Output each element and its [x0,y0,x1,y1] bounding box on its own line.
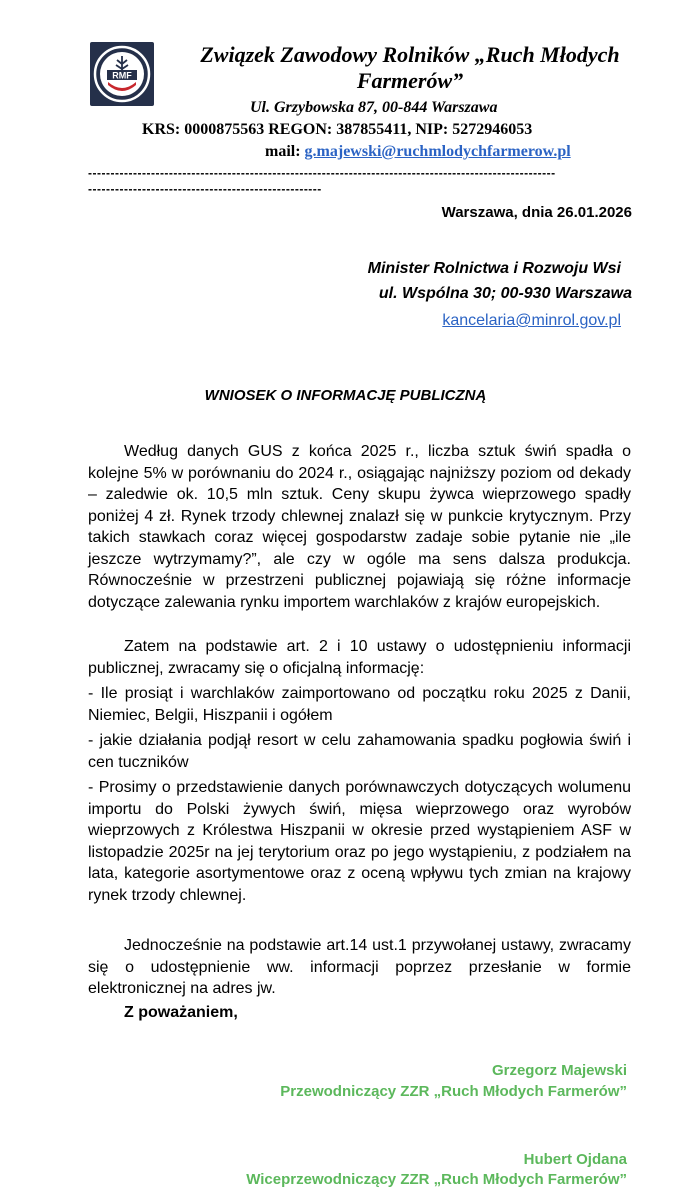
request-item: - Prosimy o przedstawienie danych porównawczych dotyczących wolumenu importu do Polski żywych świń, mięsa wieprzowego oraz wyrobów wieprzowych z Królestwa Hiszpanii w okresie przed wystąpieniem ASF w listopadzie 2025r na jej terytorium oraz po jego wystąpieniu, z podziałem na lata, kategorie asortymentowe oraz z oceną wpływu tych zmian na krajowy rynek trzody chlewnej. [88,779,631,904]
organization-address: Ul. Grzybowska 87, 00-844 Warszawa [250,99,498,116]
closing-salutation: Z poważaniem, [124,1004,238,1021]
recipient-name: Minister Rolnictwa i Rozwoju Wsi [367,260,621,277]
request-item: - jakie działania podjął resort w celu zahamowania spadku pogłowia świń i cen tuczników [88,732,631,771]
request-item: - Ile prosiąt i warchlaków zaimportowano od początku roku 2025 z Danii, Niemiec, Belgii, Hiszpanii i ogółem [88,685,631,724]
organization-mail [265,142,571,162]
logo-emblem-icon [90,42,154,106]
recipient-email-link[interactable]: kancelaria@minrol.gov.pl [442,312,621,329]
separator-line: -------------------------------------------------------------------------------------------------------- [88,166,556,180]
logo-text: RMF [112,70,132,81]
recipient-address: ul. Wspólna 30; 00-930 Warszawa [378,285,632,302]
letter-date: Warszawa, dnia 26.01.2026 [441,204,632,221]
signatory-name: Hubert Ojdana [523,1151,627,1168]
document-title: WNIOSEK O INFORMACJĘ PUBLICZNĄ [204,387,487,404]
paragraph-delivery: Jednocześnie na podstawie art.14 ust.1 przywołanej ustawy, zwracamy się o udostępnienie ww. informacji poprzez przesłanie w formie elektronicznej na adres jw. [88,937,631,997]
signatory-role: Przewodniczący ZZR „Ruch Młodych Farmerów” [280,1083,627,1100]
organization-registration-ids: KRS: 0000875563 REGON: 387855411, NIP: 5272946053 [142,121,533,138]
separator-line-continued: ---------------------------------------------------- [88,182,322,196]
signatory-name: Grzegorz Majewski [491,1062,627,1079]
paragraph-intro: Według danych GUS z końca 2025 r., liczba sztuk świń spadła o kolejne 5% w porównaniu do 2024 r., osiągając najniższy poziom od dekady – zaledwie ok. 10,5 mln sztuk. Ceny skupu żywca wieprzowego spadły poniżej 4 zł. Rynek trzody chlewnej znalazł się w punkcie krytycznym. Przy takich stawkach coraz więcej gospodarstw zadaje sobie pytanie nie „ile jeszcze wytrzymamy?”, ale czy w ogóle ma sens dalsza produkcja. Równocześnie w przestrzeni publicznej pojawiają się różne informacje dotyczące zalewania rynku importem warchlaków z krajów europejskich. [88,443,631,611]
paragraph-request: Zatem na podstawie art. 2 i 10 ustawy o udostępnieniu informacji publicznej, zwracamy się o oficjalną informację: [88,638,631,677]
organization-email-link[interactable]: g.majewski@ruchmlodychfarmerow.pl [304,143,571,160]
organization-name: Związek Zawodowy Rolników „Ruch Młodych Farmerów” [200,42,620,93]
signatory-role: Wiceprzewodniczący ZZR „Ruch Młodych Farmerów” [246,1171,627,1188]
mail-label: mail: [265,143,305,160]
organization-logo [90,42,154,106]
